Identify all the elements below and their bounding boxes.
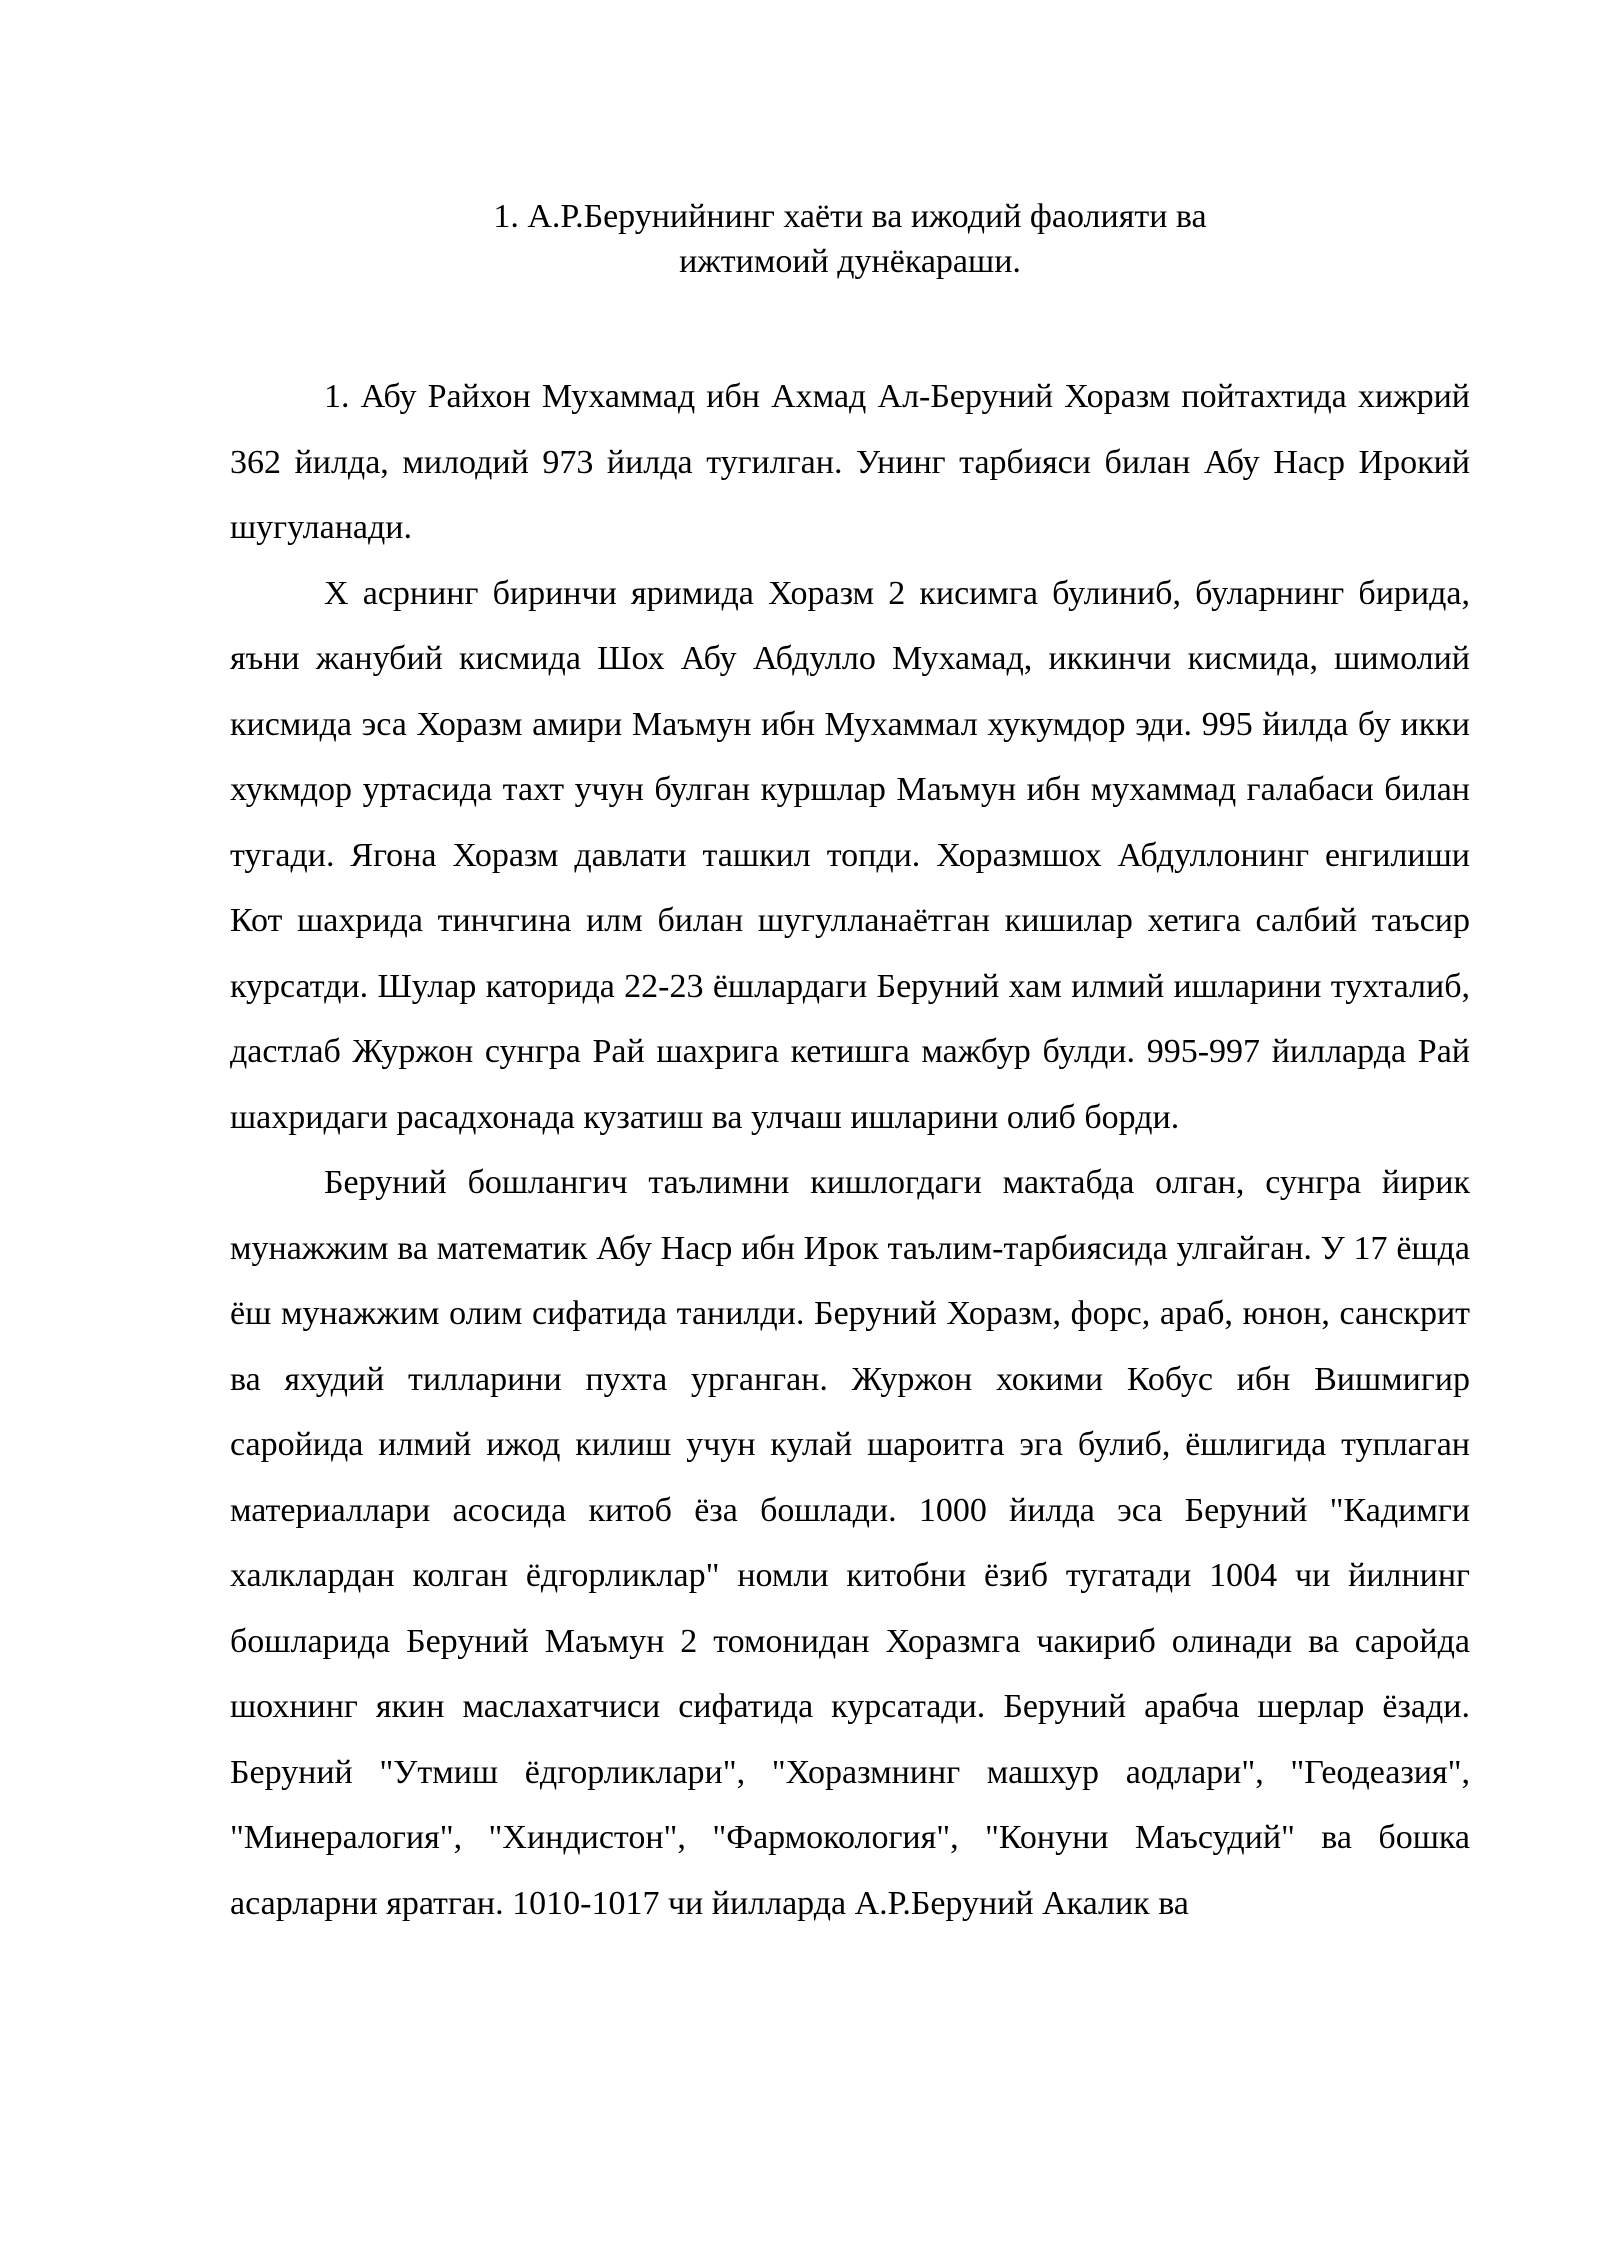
document-body <box>230 364 1470 1936</box>
document-title <box>230 194 1470 284</box>
paragraph-3: Беруний бошлангич таълимни кишлогдаги мактабда олган, сунгра йирик мунажжим ва математик Абу Наср ибн Ирок таълим-тарбиясида улгайган. У 17 ёшда ёш мунажжим олим сифатида танилди. Беруний Хоразм, форс, араб, юнон, санскрит ва яхудий тилларини пухта урганган. Журжон хокими Кобус ибн Вишмигир саройида илмий ижод килиш учун кулай шароитга эга булиб, ёшлигида туплаган материаллари асосида китоб ёза бошлади. 1000 йилда эса Беруний "Кадимги халклардан колган ёдгорликлар" номли китобни ёзиб тугатади 1004 чи йилнинг бошларида Беруний Маъмун 2 томонидан Хоразмга чакириб олинади ва саройда шохнинг якин маслахатчиси сифатида курсатади. Беруний арабча шерлар ёзади. Беруний "Утмиш ёдгорликлари", "Хоразмнинг машхур аодлари", "Геодеазия", "Минералогия", "Хиндистон", "Фармокология", "Конуни Маъсудий" ва бошка асарларни яратган. 1010-1017 чи йилларда А.Р.Беруний Акалик ва <box>230 1164 1470 1922</box>
title-line-1: 1. А.Р.Берунийнинг хаёти ва ижодий фаолияти ва <box>493 198 1207 235</box>
title-line-2: ижтимоий дунёкараши. <box>679 243 1021 280</box>
paragraph-1: 1. Абу Райхон Мухаммад ибн Ахмад Ал-Беруний Хоразм пойтахтида хижрий 362 йилда, милодий 973 йилда тугилган. Унинг тарбияси билан Абу Наср Ирокий шугуланади. <box>230 378 1470 546</box>
paragraph-2: Х асрнинг биринчи яримида Хоразм 2 кисимга булиниб, буларнинг бирида, яъни жанубий кисмида Шох Абу Абдулло Мухамад, иккинчи кисмида, шимолий кисмида эса Хоразм амири Маъмун ибн Мухаммал хукумдор эди. 995 йилда бу икки хукмдор уртасида тахт учун булган куршлар Маъмун ибн мухаммад галабаси билан тугади. Ягона Хоразм давлати ташкил топди. Хоразмшох Абдуллонинг енгилиши Кот шахрида тинчгина илм билан шугулланаётган кишилар хетига салбий таъсир курсатди. Шулар каторида 22-23 ёшлардаги Беруний хам илмий ишларини тухталиб, дастлаб Журжон сунгра Рай шахрига кетишга мажбур булди. 995-997 йилларда Рай шахридаги расадхонада кузатиш ва улчаш ишларини олиб борди. <box>230 574 1470 1136</box>
